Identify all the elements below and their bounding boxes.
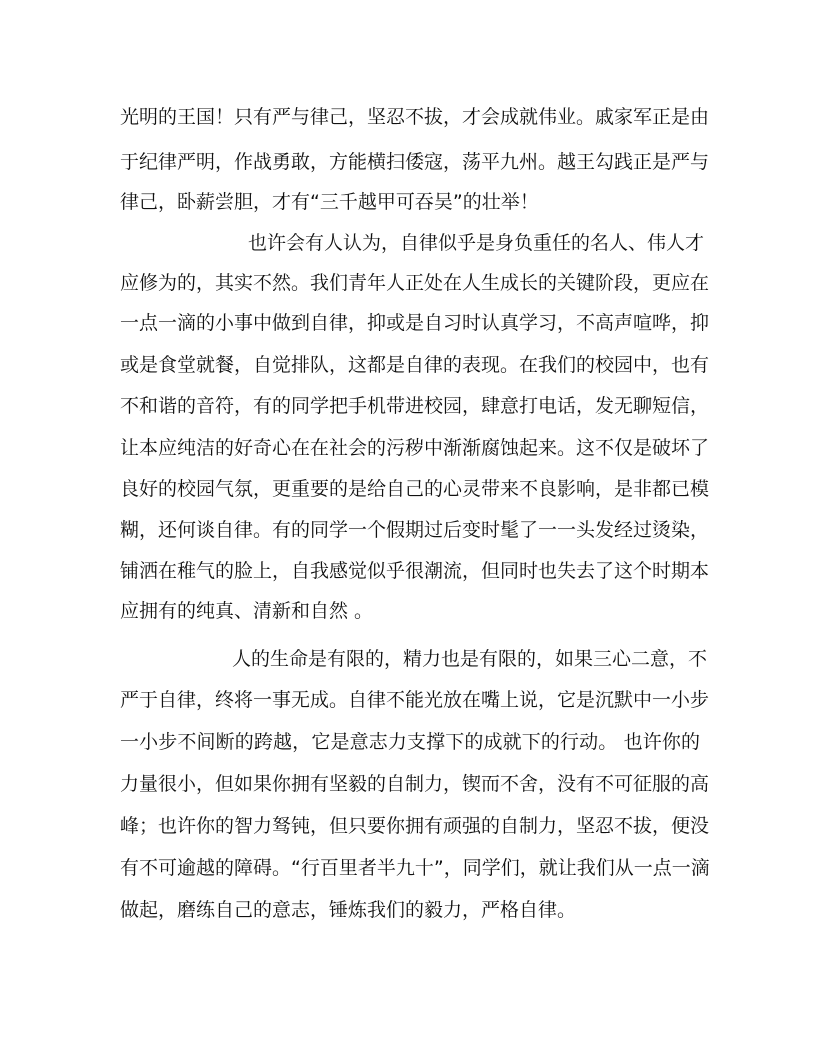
- text-line: 不和谐的音符，有的同学把手机带进校园，肆意打电话，发无聊短信，: [120, 395, 710, 417]
- text-line: 铺洒在稚气的脸上，自我感觉似乎很潮流，但同时也失去了这个时期本: [120, 560, 710, 582]
- text-line: 也许会有人认为，自律似乎是身负重任的名人、伟人才: [248, 232, 705, 254]
- text-line: 一点一滴的小事中做到自律，抑或是自习时认真学习，不高声喧哗，抑: [120, 312, 710, 334]
- text-line: 人的生命是有限的，精力也是有限的，如果三心二意，不: [232, 648, 708, 670]
- text-line: 峰；也许你的智力驽钝，但只要你拥有顽强的自制力，坚忍不拔，便没: [120, 815, 710, 837]
- text-line: 严于自律，终将一事无成。自律不能光放在嘴上说，它是沉默中一小步: [120, 689, 710, 711]
- text-line: 应修为的，其实不然。我们青年人正处在人生成长的关键阶段，更应在: [120, 272, 710, 294]
- text-line: 有不可逾越的障碍。“行百里者半九十”，同学们，就让我们从一点一滴: [120, 857, 710, 879]
- text-line: 应拥有的纯真、清新和自然 。: [120, 600, 374, 622]
- text-line: 糊，还何谈自律。有的同学一个假期过后变时髦了一一头发经过烫染，: [120, 519, 710, 541]
- text-line: 让本应纯洁的好奇心在在社会的污秽中渐渐腐蚀起来。这不仅是破坏了: [120, 437, 710, 459]
- text-line: 一小步不间断的跨越，它是意志力支撑下的成就下的行动。 也许你的: [120, 731, 700, 753]
- text-line: 做起，磨练自己的意志，锤炼我们的毅力，严格自律。: [120, 899, 577, 921]
- text-line: 良好的校园气氛，更重要的是给自己的心灵带来不良影响，是非都已模: [120, 478, 710, 500]
- text-line: 律己，卧薪尝胆，才有“三千越甲可吞吴”的壮举！: [120, 191, 539, 213]
- text-line: 力量很小，但如果你拥有坚毅的自制力，锲而不舍，没有不可征服的高: [120, 773, 710, 795]
- text-line: 于纪律严明，作战勇敢，方能横扫倭寇，荡平九州。越王勾践正是严与: [120, 151, 710, 173]
- text-line: 光明的王国！只有严与律己，坚忍不拔，才会成就伟业。戚家军正是由: [120, 106, 710, 128]
- text-line: 或是食堂就餐，自觉排队，这都是自律的表现。在我们的校园中，也有: [120, 354, 710, 376]
